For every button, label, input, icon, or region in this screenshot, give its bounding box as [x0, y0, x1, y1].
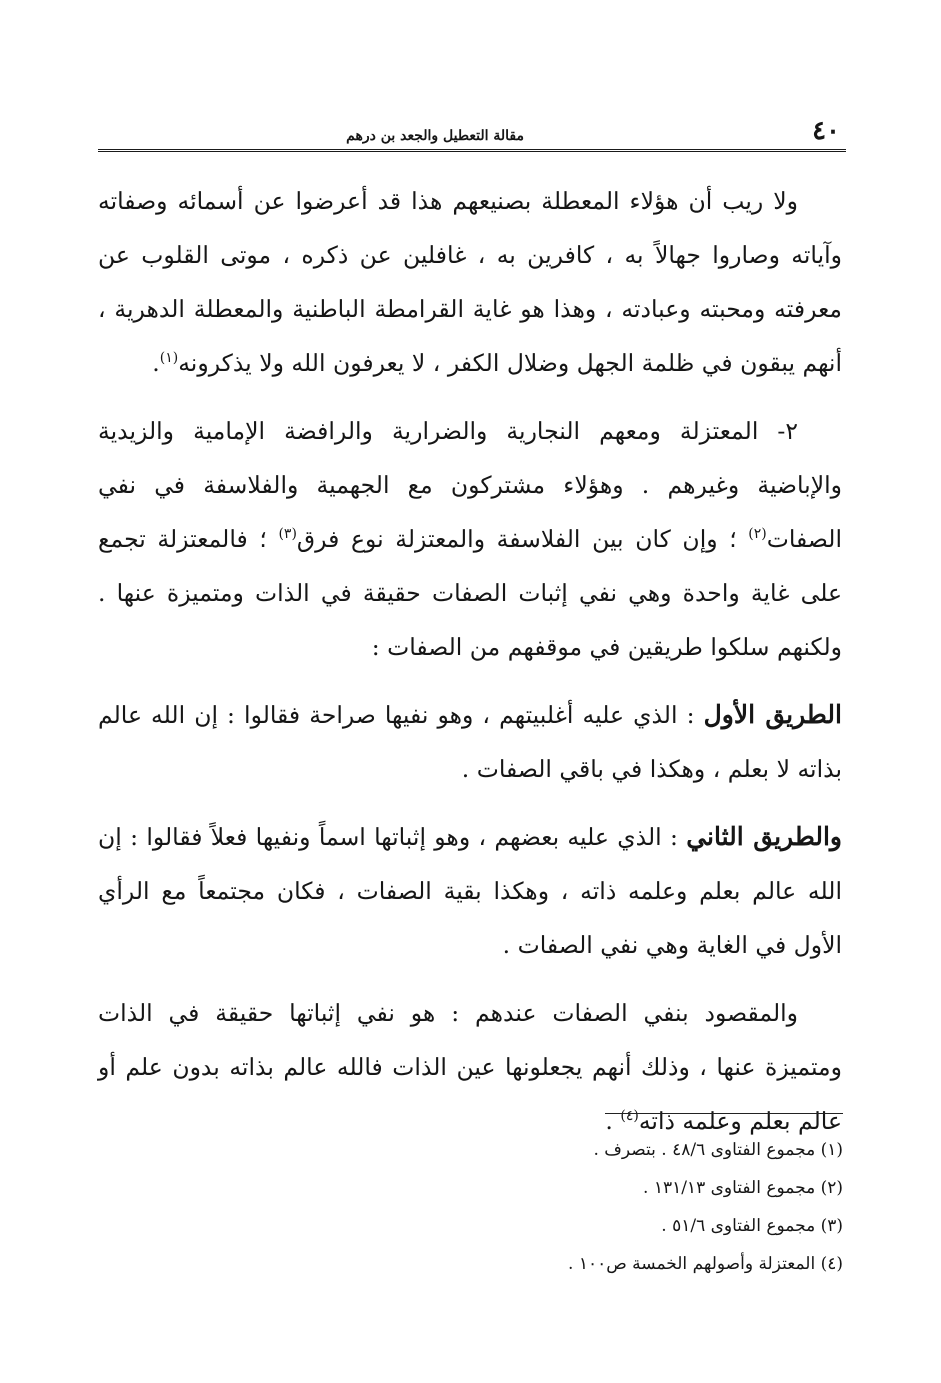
paragraph-text: ولا ريب أن هؤلاء المعطلة بصنيعهم هذا قد أعرضوا عن أسمائه وصفاته وآياته وصاروا جهالاً به ، كافرين به ، غافلين عن ذكره ، موتى القلوب عن معرفته ومحبته وعبادته ، وهذا هو غاية القرامطة الباطنية والمعطلة الدهرية ، أنهم يبقون في ظلمة الجهل وضلال الكفر ، لا يعرفون الله ولا يذكرونه [98, 187, 842, 377]
paragraph-text: . [605, 1107, 621, 1135]
header-rule [98, 149, 846, 152]
paragraph-text: : الذي عليه أغلبيتهم ، وهو نفيها صراحة فقالوا : إن الله عالم بذاته لا بعلم ، وهكذا في باقي الصفات . [98, 701, 842, 783]
paragraph-text: والمقصود بنفي الصفات عندهم : هو نفي إثباتها حقيقة في الذات ومتميزة عنها ، وذلك أنهم يجعلونها عين الذات فالله عالم بذاته بدون علم أو عالم بعلم وعلمه ذاته [98, 999, 842, 1135]
page-number: ٤٠ [812, 116, 840, 146]
paragraph-text: ٢- المعتزلة ومعهم النجارية والضرارية والرافضة الإمامية والزيدية والإباضية وغيرهم . وهؤلاء مشتركون مع الجهمية والفلاسفة في نفي الصفات [98, 417, 842, 553]
footnotes [323, 1131, 843, 1283]
footnote-2: (٢) مجموع الفتاوى ١٣١/١٣ . [643, 1178, 843, 1198]
section-heading-first-way: الطريق الأول [703, 700, 842, 729]
page-body [98, 174, 842, 1162]
paragraph-5 [98, 986, 842, 1148]
footnote-ref-3: (٣) [278, 526, 297, 543]
paragraph-2 [98, 404, 842, 674]
paragraph-text: . [152, 349, 160, 377]
footnote-ref-2: (٢) [748, 526, 767, 543]
footnote-ref-4: (٤) [620, 1108, 639, 1125]
paragraph-4 [98, 810, 842, 972]
paragraph-text: ؛ وإن كان بين الفلاسفة والمعتزلة نوع فرق [296, 525, 749, 553]
paragraph-1 [98, 174, 842, 390]
footnote-1: (١) مجموع الفتاوى ٤٨/٦ . بتصرف . [593, 1140, 843, 1160]
page-header [98, 112, 846, 152]
running-title: مقالة التعطيل والجعد بن درهم [346, 128, 524, 144]
paragraph-3 [98, 688, 842, 796]
section-heading-second-way: والطريق الثاني [686, 822, 842, 851]
footnote-3: (٣) مجموع الفتاوى ٥١/٦ . [661, 1216, 843, 1236]
paragraph-text: ؛ فالمعتزلة تجمع على غاية واحدة وهي نفي إثبات الصفات حقيقة في الذات ومتميزة عنها . ولكنهم سلكوا طريقين في موقفهم من الصفات : [98, 525, 842, 661]
footnote-ref-1: (١) [159, 350, 179, 367]
footnote-4: (٤) المعتزلة وأصولهم الخمسة ص١٠٠ . [568, 1254, 843, 1274]
paragraph-text: : الذي عليه بعضهم ، وهو إثباتها اسماً ونفيها فعلاً فقالوا : إن الله عالم بعلم وعلمه ذاته ، وهكذا بقية الصفات ، فكان مجتمعاً مع الرأي الأول في الغاية وهي نفي الصفات . [98, 823, 842, 959]
footnote-separator [605, 1113, 843, 1114]
